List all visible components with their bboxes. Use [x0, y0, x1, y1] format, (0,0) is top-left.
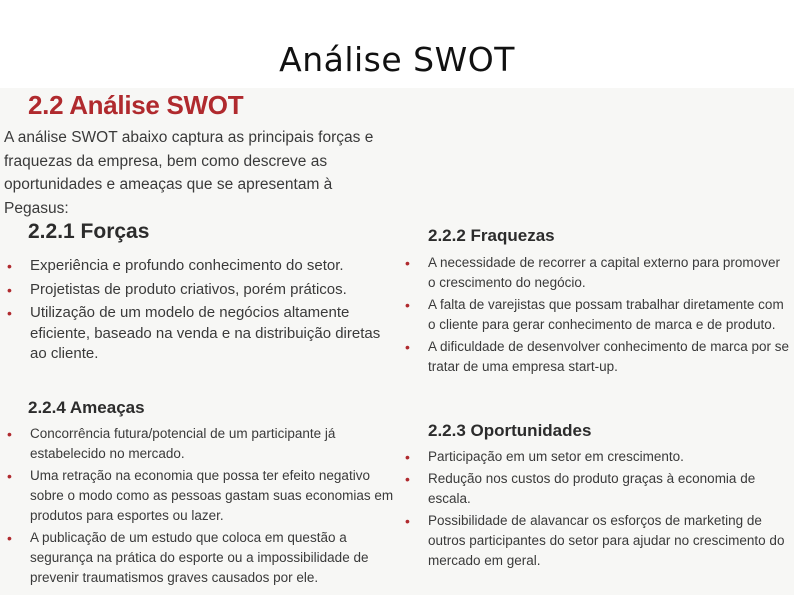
forcas-list	[4, 256, 400, 368]
bullet-icon: •	[7, 305, 12, 321]
oportunidades-list	[402, 447, 790, 573]
bullet-icon: •	[7, 258, 12, 274]
bullet-icon: •	[405, 449, 410, 465]
list-item: • Projetistas de produto criativos, porém práticos.	[4, 280, 400, 301]
list-item: • A falta de varejistas que possam trabalhar diretamente com o cliente para gerar conhecimento de marca e de produto.	[405, 297, 784, 332]
ameacas-heading: 2.2.4 Ameaças	[28, 398, 145, 417]
bullet-icon: •	[405, 255, 410, 271]
ameacas-list	[4, 424, 400, 590]
list-item: • Utilização de um modelo de negócios altamente eficiente, baseado na venda e na distribuição diretas ao cliente.	[7, 304, 381, 362]
section-heading: 2.2 Análise SWOT	[28, 90, 244, 120]
intro-paragraph: A análise SWOT abaixo captura as principais forças e fraquezas da empresa, bem como descreve as oportunidades e ameaças que se apresentam à Pegasus:	[4, 129, 374, 217]
list-item: • Uma retração na economia que possa ter efeito negativo sobre o modo como as pessoas gastam suas economias em produtos para esportes ou lazer.	[7, 468, 394, 523]
bullet-icon: •	[405, 339, 410, 355]
list-item: • Participação em um setor em crescimento.	[405, 449, 684, 465]
list-item: • A necessidade de recorrer a capital externo para promover o crescimento do negócio.	[405, 255, 780, 290]
list-item: • A dificuldade de desenvolver conhecimento de marca por se tratar de uma empresa start-up.	[405, 339, 789, 374]
oportunidades-heading: 2.2.3 Oportunidades	[428, 421, 592, 440]
fraquezas-heading: 2.2.2 Fraquezas	[428, 226, 555, 245]
list-item: • Redução nos custos do produto graças à economia de escala.	[405, 471, 756, 506]
bullet-icon: •	[7, 530, 12, 546]
list-item: • Possibilidade de alavancar os esforços de marketing de outros participantes do setor para ajudar no crescimento do mercado em geral.	[405, 513, 785, 568]
slide-title: Análise SWOT	[279, 40, 515, 79]
list-item: • Concorrência futura/potencial de um participante já estabelecido no mercado.	[7, 426, 336, 461]
bullet-icon: •	[7, 426, 12, 442]
bullet-icon: •	[405, 513, 410, 529]
forcas-heading: 2.2.1 Forças	[28, 220, 150, 243]
bullet-icon: •	[7, 281, 12, 298]
list-item: • A publicação de um estudo que coloca em questão a segurança na prática do esporte ou a impossibilidade de prevenir traumatismos graves causados por ele.	[7, 530, 369, 585]
bullet-icon: •	[7, 468, 12, 484]
bullet-icon: •	[405, 471, 410, 487]
list-item: • Experiência e profundo conhecimento do setor.	[4, 256, 400, 277]
bullet-icon: •	[405, 297, 410, 313]
fraquezas-list	[402, 253, 790, 379]
